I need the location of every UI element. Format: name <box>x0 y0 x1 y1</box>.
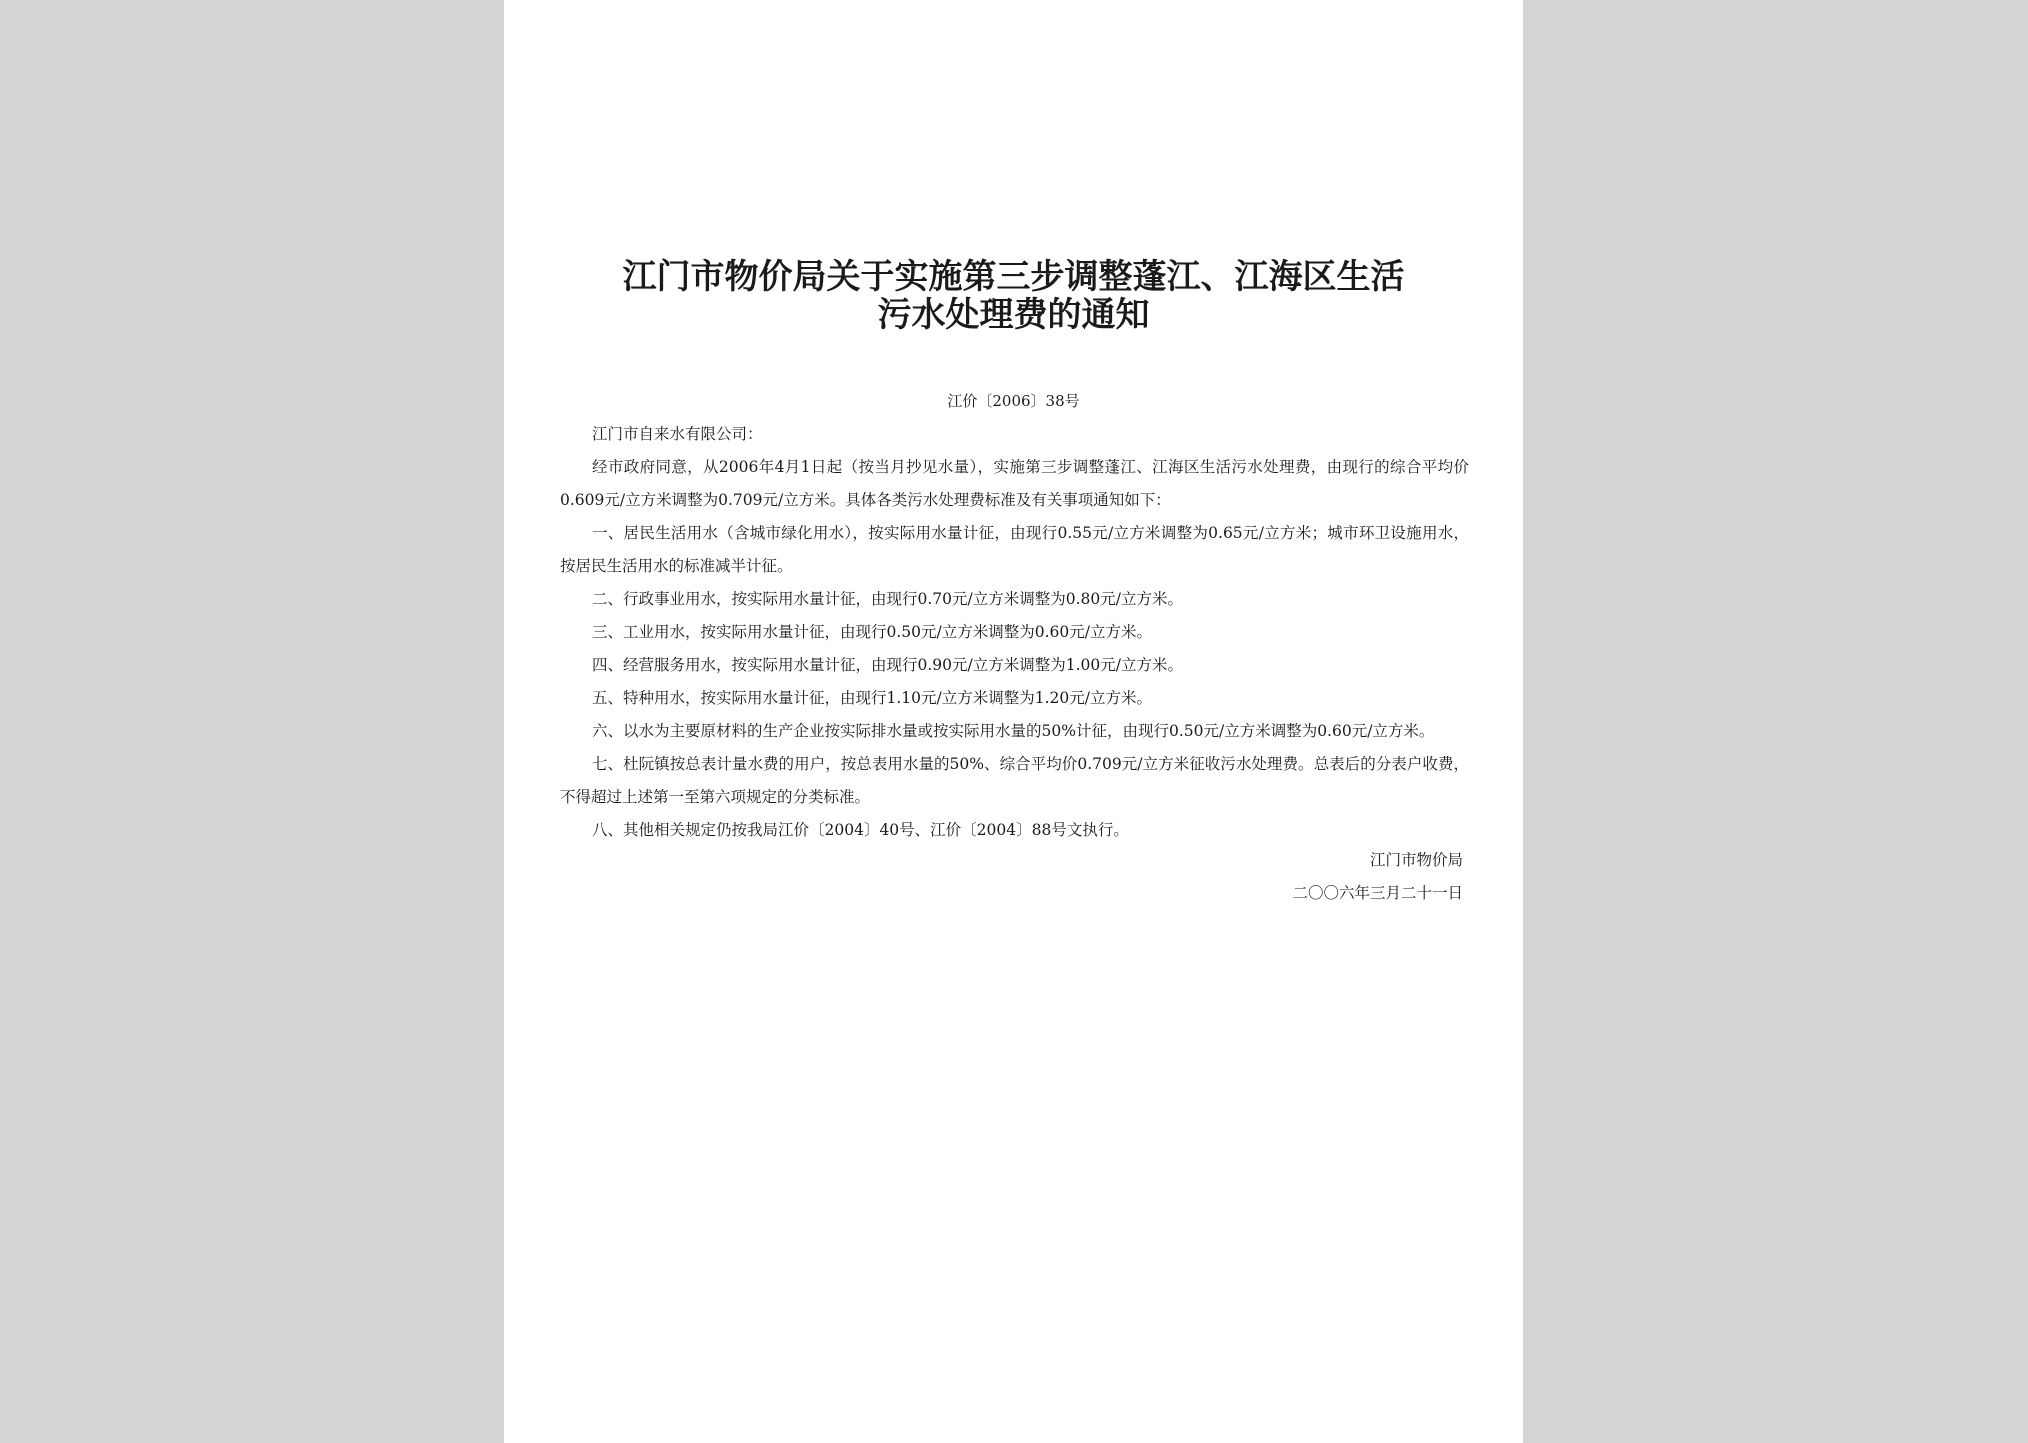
paragraph-item-8: 八、其他相关规定仍按我局江价〔2004〕40号、江价〔2004〕88号文执行。 <box>592 821 1129 839</box>
paragraph-item-1: 一、居民生活用水（含城市绿化用水），按实际用水量计征，由现行0.55元/立方米调整为0.65元/立方米；城市环卫设施用水，按居民生活用水的标准减半计征。 <box>560 524 1469 575</box>
signature-date: 二〇〇六年三月二十一日 <box>1292 884 1463 902</box>
addressee: 江门市自来水有限公司： <box>592 425 763 443</box>
paragraph-item-5: 五、特种用水，按实际用水量计征，由现行1.10元/立方米调整为1.20元/立方米。 <box>592 689 1152 707</box>
paragraph-item-3: 三、工业用水，按实际用水量计征，由现行0.50元/立方米调整为0.60元/立方米。 <box>592 623 1152 641</box>
document-number: 江价〔2006〕38号 <box>947 392 1080 410</box>
document-body <box>560 418 1469 847</box>
paragraph-intro: 经市政府同意，从2006年4月1日起（按当月抄见水量），实施第三步调整蓬江、江海区生活污水处理费，由现行的综合平均价0.609元/立方米调整为0.709元/立方米。具体各类污水处理费标准及有关事项通知如下： <box>560 458 1469 509</box>
paragraph-item-4: 四、经营服务用水，按实际用水量计征，由现行0.90元/立方米调整为1.00元/立方米。 <box>592 656 1183 674</box>
paragraph-item-7: 七、杜阮镇按总表计量水费的用户，按总表用水量的50%、综合平均价0.709元/立方米征收污水处理费。总表后的分表户收费，不得超过上述第一至第六项规定的分类标准。 <box>560 755 1469 806</box>
title-line-2: 污水处理费的通知 <box>877 295 1150 335</box>
signature-organization: 江门市物价局 <box>1369 851 1463 869</box>
document-page <box>504 0 1523 1443</box>
paragraph-item-6: 六、以水为主要原材料的生产企业按实际排水量或按实际用水量的50%计征，由现行0.50元/立方米调整为0.60元/立方米。 <box>592 722 1435 740</box>
document-title <box>504 258 1523 334</box>
title-line-1: 江门市物价局关于实施第三步调整蓬江、江海区生活 <box>622 257 1405 297</box>
paragraph-item-2: 二、行政事业用水，按实际用水量计征，由现行0.70元/立方米调整为0.80元/立方米。 <box>592 590 1183 608</box>
